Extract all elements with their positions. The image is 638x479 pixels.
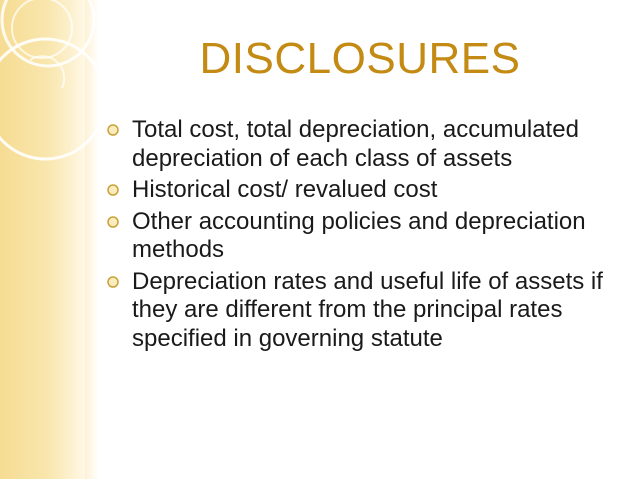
slide-title: DISCLOSURES — [199, 34, 521, 83]
ring-top-inner — [12, 0, 72, 58]
circle-bullet-icon — [106, 275, 120, 289]
bullet-item — [104, 176, 624, 205]
circle-bullet-icon — [106, 215, 120, 229]
bullet-text: Total cost, total depreciation, accumulated depreciation of each class of assets — [132, 116, 579, 172]
bullet-item — [104, 208, 624, 265]
bullet-list — [104, 116, 624, 356]
bullet-text: Other accounting policies and depreciation methods — [132, 207, 586, 263]
bullet-item — [104, 116, 624, 173]
ring-small-arc — [30, 56, 64, 88]
bullet-text: Historical cost/ revalued cost — [132, 176, 438, 203]
circle-bullet-icon — [106, 123, 120, 137]
bullet-text: Depreciation rates and useful life of assets if they are different from the principal rates specified in governing statute — [132, 267, 603, 352]
circle-bullet-icon — [106, 183, 120, 197]
bullet-item — [104, 268, 624, 354]
